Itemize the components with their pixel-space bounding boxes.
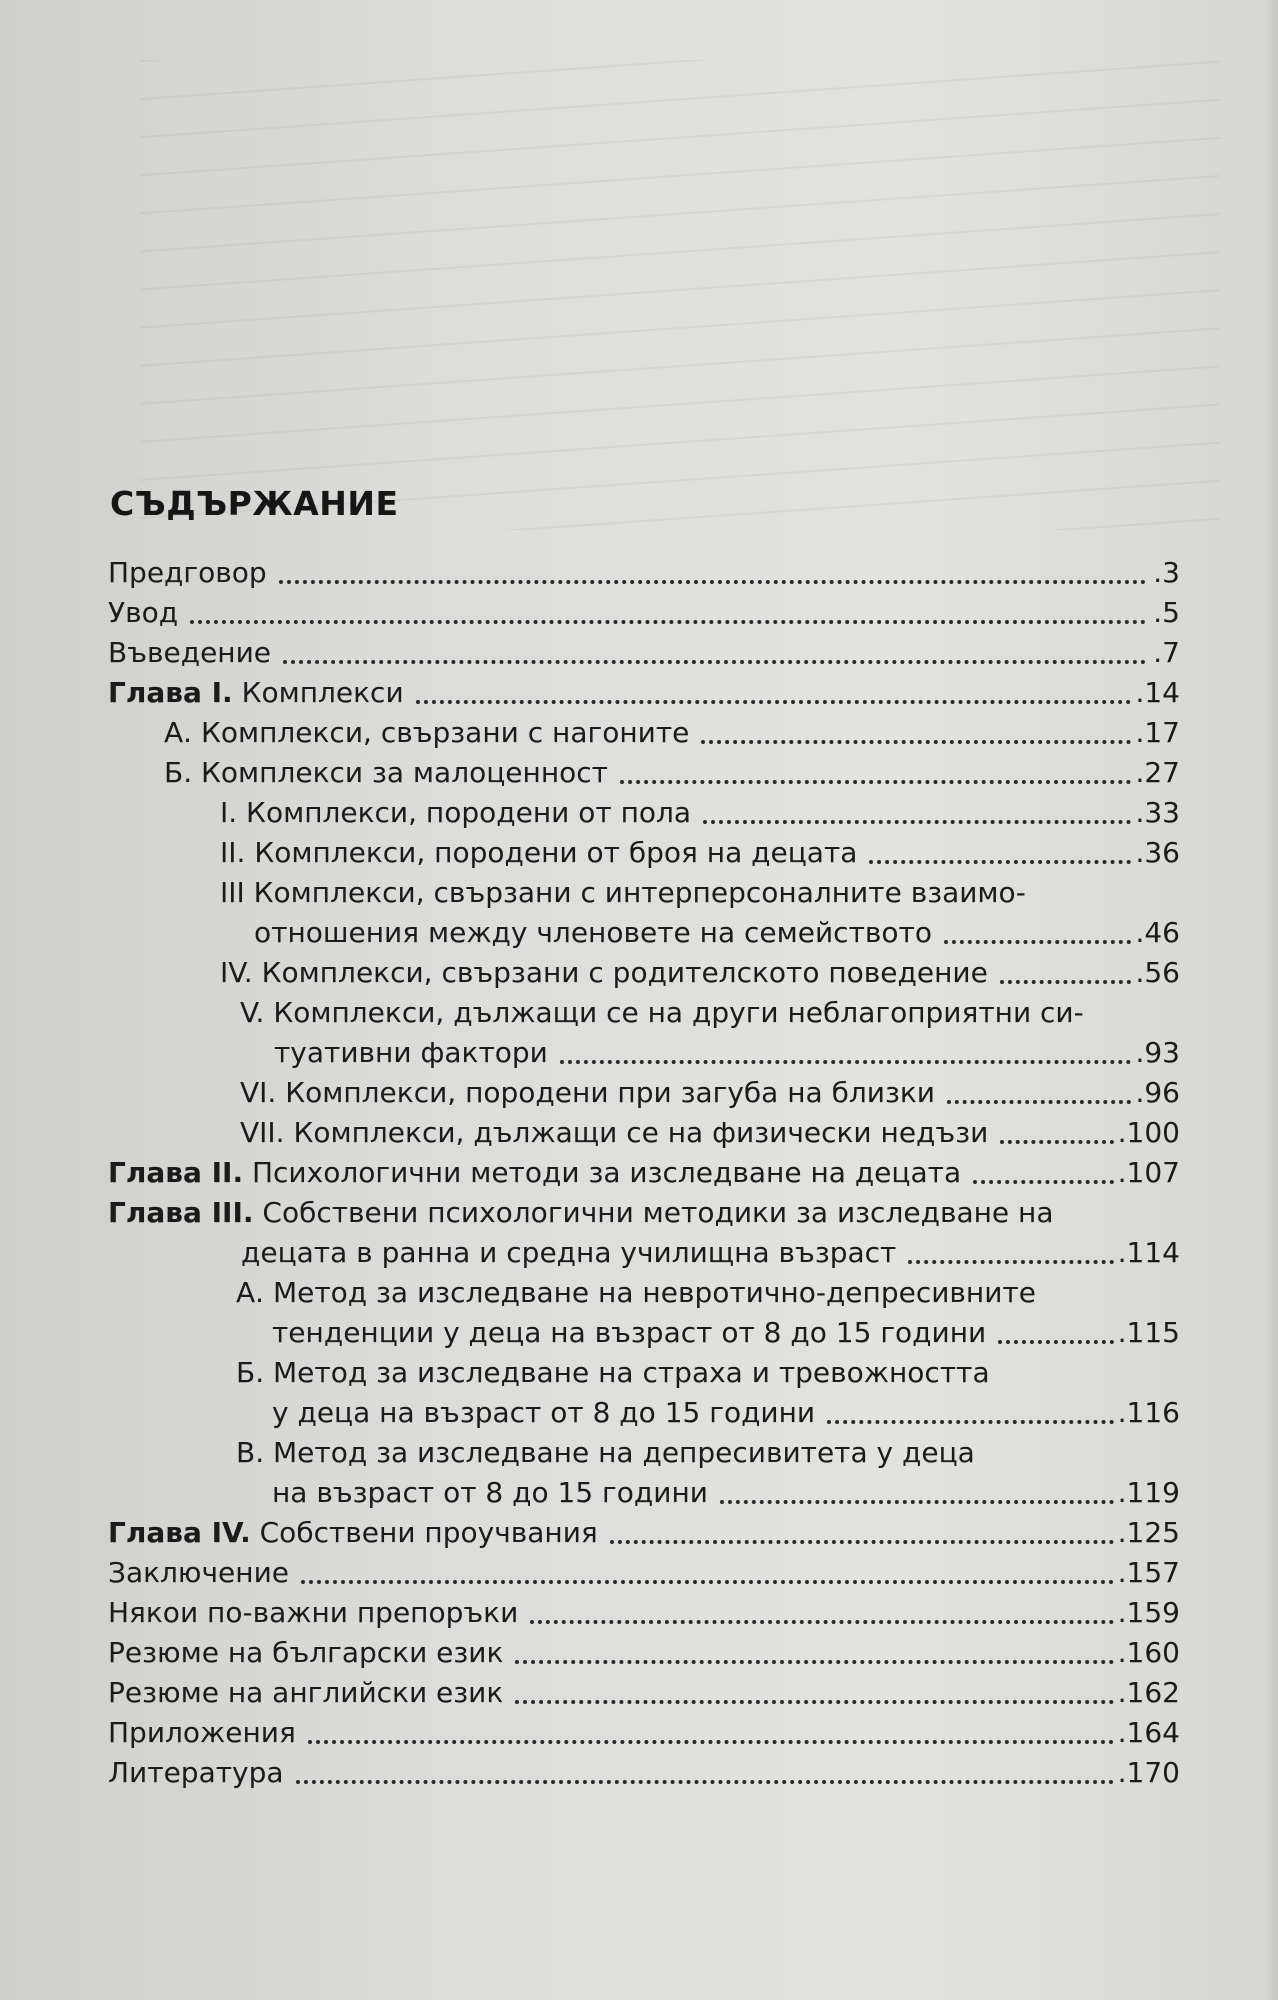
- dot-leader: [998, 1332, 1113, 1344]
- toc-entry-last-line: [236, 1313, 1180, 1353]
- dot-leader: [515, 1692, 1113, 1704]
- toc-entry: [100, 1073, 1180, 1113]
- show-through-text: [140, 60, 1220, 530]
- toc-entry-label: [108, 1513, 598, 1553]
- toc-entry-label: Въведение: [108, 636, 272, 669]
- dot-leader: [416, 692, 1132, 704]
- toc-entry-page: .159: [1117, 1596, 1180, 1629]
- dot-leader: [190, 612, 1146, 624]
- dot-leader: [869, 852, 1131, 864]
- dot-leader: [610, 1532, 1114, 1544]
- toc-entry-label: VII. Комплекси, дължащи се на физически недъзи: [240, 1116, 989, 1149]
- dot-leader: [720, 1492, 1114, 1504]
- toc-entry-line2: отношения между членовете на семейството: [254, 916, 932, 949]
- toc-entry-page: .115: [1117, 1316, 1180, 1349]
- toc-entry-last-line: [108, 1233, 1180, 1273]
- table-of-contents: [100, 470, 1180, 1793]
- dot-leader: [908, 1252, 1113, 1264]
- toc-entry: [100, 1553, 1180, 1593]
- dot-leader: [308, 1732, 1114, 1744]
- toc-entry-label: Резюме на български език: [108, 1636, 504, 1669]
- toc-title: СЪДЪРЖАНИЕ: [110, 484, 399, 523]
- chapter-title: Психологични методи за изследване на децата: [243, 1156, 962, 1189]
- toc-entry-wrap: [236, 1353, 1180, 1433]
- toc-entry-page: .93: [1135, 1036, 1180, 1069]
- toc-entry-label: Увод: [108, 596, 179, 629]
- toc-entry-line2: тенденции у деца на възраст от 8 до 15 години: [272, 1316, 987, 1349]
- toc-entry-page: .56: [1135, 956, 1180, 989]
- chapter-number: Глава IV.: [108, 1516, 251, 1549]
- toc-entry-page: .119: [1117, 1476, 1180, 1509]
- toc-entry-last-line: [220, 913, 1180, 953]
- dot-leader: [944, 932, 1132, 944]
- toc-entry: [100, 1433, 1180, 1513]
- chapter-number: Глава III.: [108, 1196, 254, 1229]
- toc-entry-line1: В. Метод за изследване на депресивитета у деца: [236, 1436, 975, 1469]
- chapter-title: Собствени проучвания: [250, 1516, 598, 1549]
- toc-entry: [100, 1753, 1180, 1793]
- toc-entry-page: .100: [1117, 1116, 1180, 1149]
- toc-entry: [100, 993, 1180, 1073]
- dot-leader: [1000, 972, 1132, 984]
- toc-entry-line2: децата в ранна и средна училищна възраст: [241, 1236, 897, 1269]
- toc-entry-page: .114: [1117, 1236, 1180, 1269]
- toc-entry-line2: у деца на възраст от 8 до 15 години: [272, 1396, 816, 1429]
- toc-entry-page: .116: [1117, 1396, 1180, 1429]
- dot-leader: [827, 1412, 1114, 1424]
- toc-entry-line1: [108, 1193, 1180, 1233]
- toc-entry-page: .107: [1117, 1156, 1180, 1189]
- toc-entry-label: Предговор: [108, 556, 267, 589]
- toc-entry-label: I. Комплекси, породени от пола: [220, 796, 692, 829]
- toc-entry-line1: А. Метод за изследване на невротично-депресивните: [236, 1276, 1036, 1309]
- toc-entry-label: Приложения: [108, 1716, 296, 1749]
- toc-chapter-entry: [100, 1153, 1180, 1193]
- dot-leader: [701, 732, 1131, 744]
- toc-entry: [100, 1633, 1180, 1673]
- toc-entry-wrap: [108, 1193, 1180, 1273]
- dot-leader: [620, 772, 1132, 784]
- toc-entry-page: .96: [1135, 1076, 1180, 1109]
- dot-leader: [515, 1652, 1113, 1664]
- chapter-number: Глава II.: [108, 1156, 244, 1189]
- dot-leader: [973, 1172, 1114, 1184]
- toc-entry: [100, 713, 1180, 753]
- toc-entry-page: .164: [1117, 1716, 1180, 1749]
- toc-entry: [100, 873, 1180, 953]
- page-edge-shadow: [1264, 0, 1278, 2000]
- dot-leader: [301, 1572, 1114, 1584]
- dot-leader: [560, 1052, 1132, 1064]
- toc-entry-page: .160: [1117, 1636, 1180, 1669]
- toc-entry-line2: туативни фактори: [274, 1036, 548, 1069]
- toc-entry: [100, 753, 1180, 793]
- toc-entry-label: Литература: [108, 1756, 284, 1789]
- toc-entry-last-line: [236, 1473, 1180, 1513]
- toc-entry-line1: V. Комплекси, дължащи се на други неблагоприятни си-: [240, 996, 1084, 1029]
- toc-entry-label: Някои по-важни препоръки: [108, 1596, 519, 1629]
- toc-chapter-entry: [100, 1193, 1180, 1273]
- toc-entry-line1: Б. Метод за изследване на страха и тревожността: [236, 1356, 990, 1389]
- toc-entry: [100, 1113, 1180, 1153]
- dot-leader: [296, 1772, 1114, 1784]
- toc-entry-page: .17: [1135, 716, 1180, 749]
- toc-chapter-entry: [100, 673, 1180, 713]
- toc-entry-wrap: [240, 993, 1180, 1073]
- dot-leader: [703, 812, 1131, 824]
- chapter-number: Глава I.: [108, 676, 233, 709]
- toc-entry-last-line: [240, 1033, 1180, 1073]
- toc-entry-label: А. Комплекси, свързани с нагоните: [164, 716, 690, 749]
- toc-entry-last-line: [236, 1393, 1180, 1433]
- toc-entry: [100, 1353, 1180, 1433]
- toc-entry-page: .33: [1135, 796, 1180, 829]
- toc-entry-page: .125: [1117, 1516, 1180, 1549]
- toc-entry-line2: на възраст от 8 до 15 години: [272, 1476, 708, 1509]
- toc-entry-page: .162: [1117, 1676, 1180, 1709]
- toc-entry-page: .7: [1153, 636, 1180, 669]
- toc-entry-wrap: [220, 873, 1180, 953]
- toc-entry-page: .3: [1153, 556, 1180, 589]
- toc-entry: [100, 1713, 1180, 1753]
- toc-entry-wrap: [236, 1273, 1180, 1353]
- dot-leader: [947, 1092, 1132, 1104]
- toc-entry: [100, 593, 1180, 633]
- toc-entry-page: .36: [1135, 836, 1180, 869]
- toc-entry: [100, 553, 1180, 593]
- toc-entry-page: .46: [1135, 916, 1180, 949]
- toc-entry-page: .170: [1117, 1756, 1180, 1789]
- dot-leader: [283, 652, 1146, 664]
- toc-entry: [100, 1273, 1180, 1353]
- toc-entry-label: Б. Комплекси за малоценност: [164, 756, 608, 789]
- toc-entry-label: [108, 673, 404, 713]
- chapter-title: Комплекси: [232, 676, 404, 709]
- toc-entry: [100, 1593, 1180, 1633]
- dot-leader: [1000, 1132, 1113, 1144]
- toc-entry-label: II. Комплекси, породени от броя на децата: [220, 836, 858, 869]
- toc-entry-label: Резюме на английски език: [108, 1676, 504, 1709]
- toc-chapter-entry: [100, 1513, 1180, 1553]
- toc-entry-page: .27: [1135, 756, 1180, 789]
- toc-entry-label: [108, 1153, 961, 1193]
- toc-entry-page: .5: [1153, 596, 1180, 629]
- toc-entry: [100, 953, 1180, 993]
- toc-entry-wrap: [236, 1433, 1180, 1513]
- toc-entry: [100, 833, 1180, 873]
- toc-entry-label: Заключение: [108, 1556, 289, 1589]
- toc-entry-label: IV. Комплекси, свързани с родителското поведение: [220, 956, 988, 989]
- toc-entry-page: .157: [1117, 1556, 1180, 1589]
- dot-leader: [530, 1612, 1113, 1624]
- dot-leader: [279, 572, 1146, 584]
- toc-entry-label: VI. Комплекси, породени при загуба на близки: [240, 1076, 935, 1109]
- chapter-title: Собствени психологични методики за изследване на: [253, 1196, 1054, 1229]
- toc-entry: [100, 1673, 1180, 1713]
- toc-entry: [100, 633, 1180, 673]
- toc-entry-line1: III Комплекси, свързани с интерперсоналните взаимо-: [220, 876, 1026, 909]
- toc-entry: [100, 793, 1180, 833]
- toc-entry-page: .14: [1135, 676, 1180, 709]
